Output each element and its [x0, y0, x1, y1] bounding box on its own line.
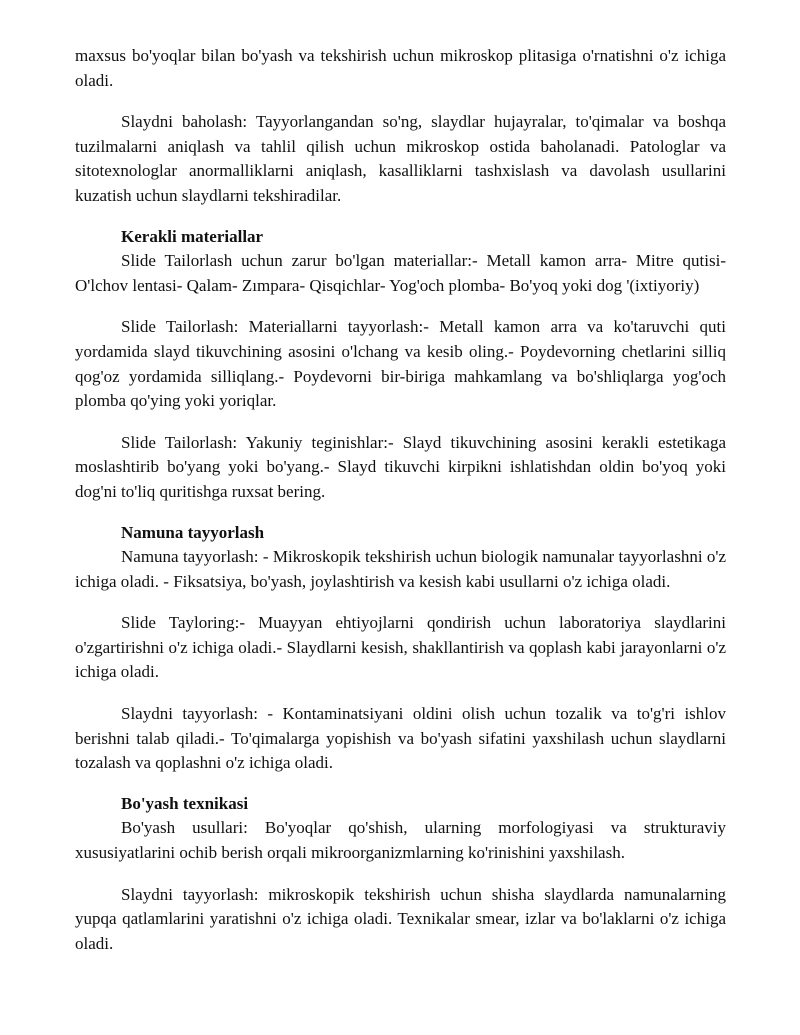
- paragraph-final-touches: Slide Tailorlash: Yakuniy teginishlar:- Slayd tikuvchining asosini kerakli estetikaga moslashtirib bo'yang yoki bo'yang.- Slayd tikuvchi kirpikni ishlatishdan oldin bo'yoq yoki dog'ni to'liq quritishga ruxsat bering.: [75, 432, 726, 501]
- paragraph-slide-tayloring: Slide Tayloring:- Muayyan ehtiyojlarni qondirish uchun laboratoriya slaydlarini o'zgartirishni o'z ichiga oladi.- Slaydlarni kesish, shakllantirish va qoplash kabi jarayonlarni o'z ichiga oladi.: [75, 613, 726, 682]
- paragraph-slide-preparation: Slaydni tayyorlash: - Kontaminatsiyani oldini olish uchun tozalik va to'g'ri ishlov berishni talab qiladi.- To'qimalarga yopishish va bo'yash sifatini yaxshilash uchun slaydlarni tozalash va qoplashni o'z ichiga oladi.: [75, 704, 726, 773]
- paragraph-preparing-materials: Slide Tailorlash: Materiallarni tayyorlash:- Metall kamon arra va ko'taruvchi quti yordamida slayd tikuvchining asosini o'lchang va kesib oling.- Poydevorning chetlarini silliq qog'oz yordamida silliqlang.- Poydevorni bir-biriga mahkamlang va bo'shliqlarga yog'och plomba qo'ying yoki yoriqlar.: [75, 317, 726, 411]
- paragraph-staining-methods: Bo'yash usullari: Bo'yoqlar qo'shish, ularning morfologiyasi va strukturaviy xususiyatlarini ochib berish orqali mikroorganizmlarning ko'rinishini yaxshilash.: [75, 818, 726, 863]
- paragraph-materials-list: Slide Tailorlash uchun zarur bo'lgan materiallar:- Metall kamon arra- Mitre qutisi- O'lchov lentasi- Qalam- Zımpara- Qisqichlar- Yog'och plomba- Bo'yoq yoki dog '(ixtiyoriy): [75, 251, 726, 295]
- heading-sample-preparation: Namuna tayyorlash: [121, 522, 265, 542]
- paragraph-slide-evaluation: Slaydni baholash: Tayyorlangandan so'ng, slaydlar hujayralar, to'qimalar va boshqa tuzilmalarni aniqlash va tahlil qilish uchun mikroskop ostida baholanadi. Patologlar va sitotexnologlar anormalliklarni aniqlash, kasalliklarni tashxislash va davolash usullarini kuzatish uchun slaydlarni tekshiradilar.: [75, 112, 726, 205]
- heading-required-materials: Kerakli materiallar: [121, 226, 264, 246]
- heading-staining-technique: Bo'yash texnikasi: [121, 793, 249, 813]
- paragraph-continuation: maxsus bo'yoqlar bilan bo'yash va tekshirish uchun mikroskop plitasiga o'rnatishni o'z ichiga oladi.: [75, 46, 726, 90]
- paragraph-sample-preparation: Namuna tayyorlash: - Mikroskopik tekshirish uchun biologik namunalar tayyorlashni o'z ichiga oladi. - Fiksatsiya, bo'yash, joylashtirish va kesish kabi usullarni o'z ichiga oladi.: [75, 547, 726, 591]
- paragraph-slide-preparation-2: Slaydni tayyorlash: mikroskopik tekshirish uchun shisha slaydlarda namunalarning yupqa qatlamlarini yaratishni o'z ichiga oladi. Texnikalar smear, izlar va bo'laklarni o'z ichiga oladi.: [75, 884, 726, 953]
- document-page: [75, 44, 726, 956]
